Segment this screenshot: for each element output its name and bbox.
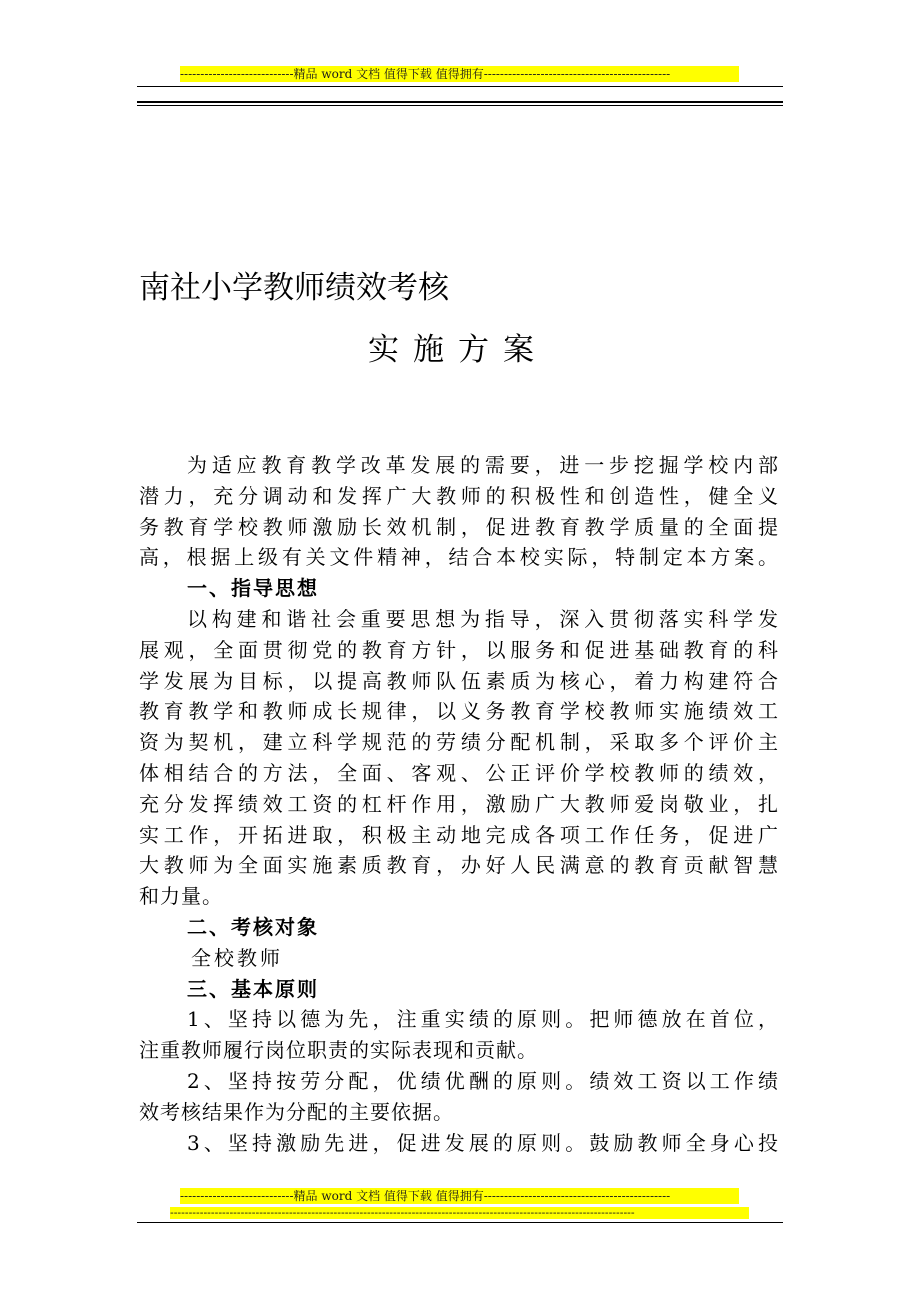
paragraph-line: 为适应教育教学改革发展的需要，进一步挖掘学校内部 — [187, 453, 779, 477]
footer-banner: ----------------------------精品 word 文档 值得下载 值得拥有---------------------------------------------- — [180, 1188, 739, 1204]
principle-line: 1、坚持以德为先，注重实绩的原则。把师德放在首位， — [187, 1007, 779, 1032]
paragraph-line: 充分发挥绩效工资的杠杆作用，激励广大教师爱岗敬业，扎 — [139, 791, 779, 816]
assessment-target-text: 全校教师 — [191, 945, 283, 970]
paragraph-line: 资为契机，建立科学规范的劳绩分配机制，采取多个评价主 — [139, 730, 779, 755]
header-rule-thin — [137, 105, 783, 106]
document-body — [139, 450, 779, 1158]
principle-line: 3、坚持激励先进，促进发展的原则。鼓励教师全身心投 — [187, 1130, 779, 1155]
paragraph-line: 体相结合的方法，全面、客观、公正评价学校教师的绩效， — [139, 760, 779, 785]
paragraph-line: 展观，全面贯彻党的教育方针，以服务和促进基础教育的科 — [139, 637, 779, 662]
header-rule-thick — [137, 101, 783, 103]
document-title: 南社小学教师绩效考核 — [139, 270, 449, 306]
footer-rule — [137, 1222, 783, 1223]
paragraph-line: 潜力，充分调动和发挥广大教师的积极性和创造性，健全义 — [139, 483, 779, 508]
section-heading-basic-principles: 三、基本原则 — [187, 976, 319, 1001]
principle-line: 2、坚持按劳分配，优绩优酬的原则。绩效工资以工作绩 — [187, 1068, 779, 1093]
header-rule — [137, 86, 783, 87]
paragraph-line: 和力量。 — [139, 884, 223, 909]
footer-dash-line: ----------------------------------------------------------------------------------------------------------------------------- — [170, 1207, 749, 1219]
paragraph-line: 大教师为全面实施素质教育，办好人民满意的教育贡献智慧 — [139, 853, 779, 878]
paragraph-line: 高，根据上级有关文件精神，结合本校实际，特制定本方案。 — [139, 545, 779, 570]
section-heading-assessment-target: 二、考核对象 — [187, 914, 319, 939]
section-heading-guiding-ideology: 一、指导思想 — [187, 576, 319, 601]
document-subtitle: 实施方案 — [368, 332, 548, 368]
paragraph-line: 教育教学和教师成长规律，以义务教育学校教师实施绩效工 — [139, 699, 779, 724]
principle-line: 效考核结果作为分配的主要依据。 — [139, 1099, 454, 1124]
header-banner: ----------------------------精品 word 文档 值得下载 值得拥有---------------------------------------------- — [180, 66, 739, 82]
paragraph-line: 以构建和谐社会重要思想为指导，深入贯彻落实科学发 — [187, 606, 779, 631]
paragraph-line: 学发展为目标，以提高教师队伍素质为核心，着力构建符合 — [139, 668, 779, 693]
principle-line: 注重教师履行岗位职责的实际表现和贡献。 — [139, 1038, 538, 1063]
paragraph-line: 实工作，开拓进取，积极主动地完成各项工作任务，促进广 — [139, 822, 779, 847]
paragraph-line: 务教育学校教师激励长效机制，促进教育教学质量的全面提 — [139, 514, 779, 539]
